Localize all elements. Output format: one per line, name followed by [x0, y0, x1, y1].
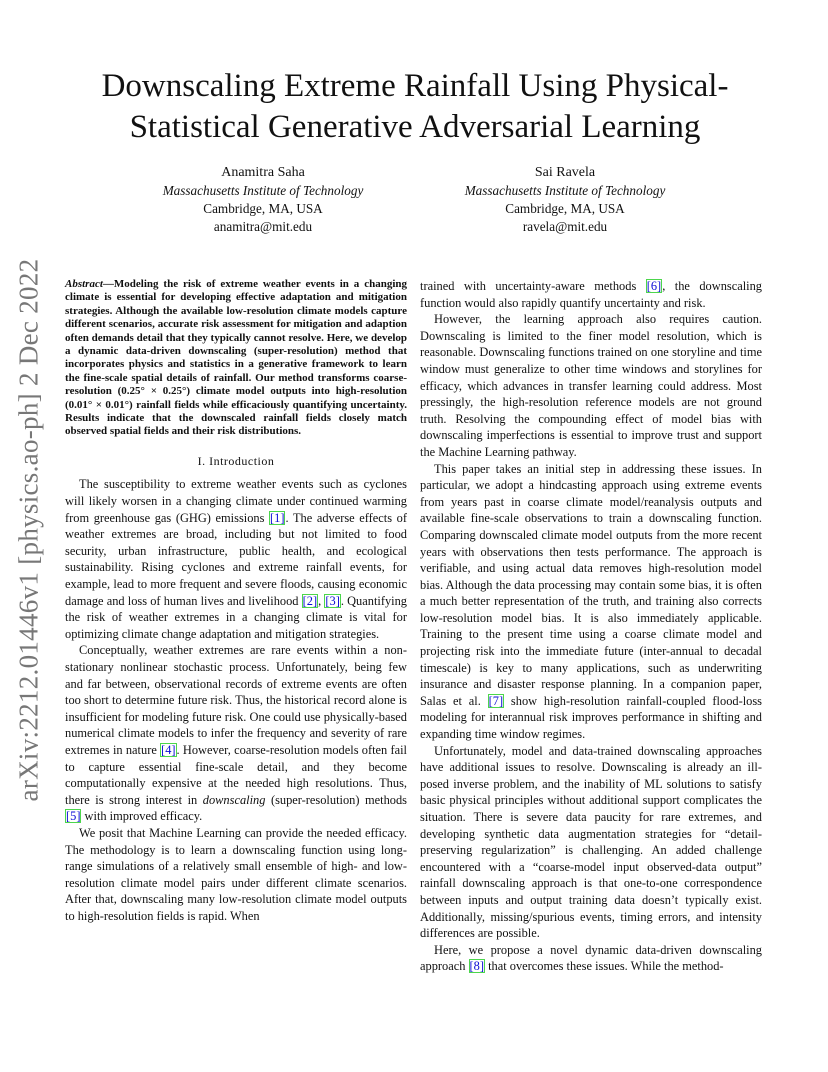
- paragraph-text: However, the learning approach also requires caution. Downscaling is limited to the finer model resolution, which is reasonable. Downscaling functions trained on one storyline and time window must generalize to other time windows and storylines for efficacy, which advances in transfer learning could address. Most pressingly, the high-resolution reference models are not ground truth. Resolving the compounding effect of model bias with downscaling imperfections is essential to improve trust and support the Machine Learning pathway.: [420, 312, 762, 459]
- paragraph-text: The susceptibility to extreme weather events such as cyclones will likely worsen in a changing climate under continued warming from greenhouse gas (GHG) emissions: [65, 477, 407, 525]
- paragraph-text: We posit that Machine Learning can provide the needed efficacy. The methodology is to learn a downscaling function using long-range simulations of a relatively small ensemble of high- and low-resolution climate model pairs under different climate scenarios. After that, downscaling many low-resolution climate model outputs to high-resolution fields is rapid. When: [65, 825, 407, 923]
- paper-title: Downscaling Extreme Rainfall Using Physical-Statistical Generative Adversarial Learning: [101, 68, 729, 145]
- abstract-lead: Abstract: [65, 278, 103, 290]
- paragraph-text: that overcomes these issues. While the method-: [484, 959, 724, 974]
- left-column-body: [65, 476, 407, 924]
- body-paragraph: [420, 743, 762, 942]
- paragraph-text: trained with uncertainty-aware methods: [420, 279, 646, 293]
- paragraph-text: , the downscaling function would also rapidly quantify uncertainty and risk.: [420, 279, 762, 310]
- citation-link[interactable]: [5]: [66, 809, 81, 824]
- citation-link[interactable]: [8]: [469, 959, 484, 974]
- body-paragraph: [420, 942, 762, 975]
- paragraph-text: This paper takes an initial step in addressing these issues. In particular, we adopt a hindcasting approach using extreme events from years past in coarse climate model/reanalysis outputs and available fine-scale observations to train a downscaling function. Comparing downscaled climate model outputs from the more recent years with observations then tests performance. The approach is verifiable, and using actual data removes high-resolution model bias. Although the data processing may contain some bias, it is often a much better representation of the truth, and training also corrects low-resolution model bias. It is also immediately applicable. Training to the present time using a coarse climate model and projecting risk into the immediate future (inter-annual to decadal timescale) is key to many applications, such as underwriting insurance and disaster response planning. In a companion paper, Salas et al.: [420, 461, 762, 708]
- author-name: Anamitra Saha: [221, 165, 305, 180]
- author-block-1: [113, 164, 413, 236]
- paragraph-text: . However, coarse-resolution models often fail to capture essential fine-scale detail, and they become computationally expensive at the needed high resolutions. Thus, there is strong interest in: [65, 742, 407, 807]
- arxiv-identifier: [7, 258, 51, 802]
- citation-link[interactable]: [4]: [161, 742, 176, 757]
- paragraph-text: with improved efficacy.: [81, 809, 203, 824]
- paragraph-text: show high-resolution rainfall-coupled flood-loss modeling for interannual risk improves performance in shifting and expanding time window regimes.: [420, 693, 762, 742]
- author-email: ravela@mit.edu: [522, 219, 608, 234]
- section-heading: I. Introduction: [197, 453, 275, 468]
- body-paragraph: [65, 642, 407, 825]
- citation-link[interactable]: [1]: [270, 510, 285, 525]
- body-paragraph: [420, 278, 762, 311]
- author-block-2: [415, 164, 715, 236]
- paragraph-text: Conceptually, weather extremes are rare events within a non-stationary nonlinear stochastic process. Unfortunately, being few and far between, observational records of extreme events are often too short to determine future risk. Thus, the historical record alone is insufficient for modeling future risk. One could use physically-based numerical climate models to infer the frequency and severity of rare extremes in nature: [65, 643, 407, 757]
- citation-link[interactable]: [3]: [325, 593, 340, 608]
- author-affiliation: Massachusetts Institute of Technology: [162, 183, 364, 198]
- body-paragraph: [65, 476, 407, 642]
- body-paragraph: [420, 461, 762, 743]
- author-affiliation: Massachusetts Institute of Technology: [464, 183, 666, 198]
- emphasis-text: downscaling: [202, 792, 266, 807]
- paragraph-text: Here, we propose a novel dynamic data-driven downscaling approach: [420, 942, 762, 974]
- paragraph-text: Unfortunately, model and data-trained downscaling approaches have additional issues to resolve. Downscaling is already an ill-posed inverse problem, and the inability of ML solutions to satisfy basic physical principles without additional support complicates the situation. There is severe data paucity for rare extremes, and developing synthetic data augmentation strategies for “detail-preserving regularization” is challenging. An added challenge encountered with a “coarse-model input observed-data output” rainfall downscaling approach is that one-to-one correspondence between inputs and output training data doesn’t typically exist. Additionally, missing/spurious events, timing errors, and intensity differences are possible.: [420, 743, 762, 941]
- body-paragraph: [65, 825, 407, 925]
- author-location: Cambridge, MA, USA: [505, 201, 625, 216]
- citation-link[interactable]: [7]: [488, 693, 504, 708]
- paragraph-text: ,: [318, 593, 325, 608]
- citation-link[interactable]: [6]: [646, 279, 662, 293]
- author-location: Cambridge, MA, USA: [203, 201, 323, 216]
- arxiv-identifier-text: arXiv:2212.01446v1 [physics.ao-ph] 2 Dec 2022: [13, 258, 44, 802]
- paragraph-text: . The adverse effects of weather extremes are broad, including but not limited to food security, urban infrastructure, public health, and ecological sustainability. Rising cyclones and extreme rainfall events, for example, lead to more frequent and severe floods, causing economic damage and loss of human lives and livelihood: [65, 510, 407, 608]
- paragraph-text: (super-resolution) methods: [265, 792, 407, 807]
- author-name: Sai Ravela: [534, 165, 596, 180]
- right-column-body: [420, 278, 762, 975]
- body-paragraph: [420, 311, 762, 460]
- citation-link[interactable]: [2]: [302, 593, 318, 608]
- author-email: anamitra@mit.edu: [213, 219, 313, 234]
- right-column: [420, 278, 762, 975]
- paragraph-text: . Quantifying the risk of weather extremes in a changing climate is vital for optimizing climate change adaptation and mitigation strategies.: [65, 593, 407, 641]
- left-column: [65, 278, 407, 925]
- abstract: [65, 278, 407, 439]
- abstract-text: —Modeling the risk of extreme weather events in a changing climate is essential for developing effective adaptation and mitigation strategies. Although the available low-resolution climate models capture different scenarios, accurate risk assessment for mitigation and adaption often demands detail that they typically cannot resolve. Here, we develop a dynamic data-driven downscaling (super-resolution) method that incorporates physics and statistics in a generative framework to learn the fine-scale spatial details of rainfall. Our method transforms coarse-resolution (0.25° × 0.25°) climate model outputs into high-resolution (0.01° × 0.01°) rainfall fields while efficaciously quantifying uncertainty. Results indicate that the downscaled rainfall fields closely match observed spatial fields and their risk distributions.: [65, 278, 407, 438]
